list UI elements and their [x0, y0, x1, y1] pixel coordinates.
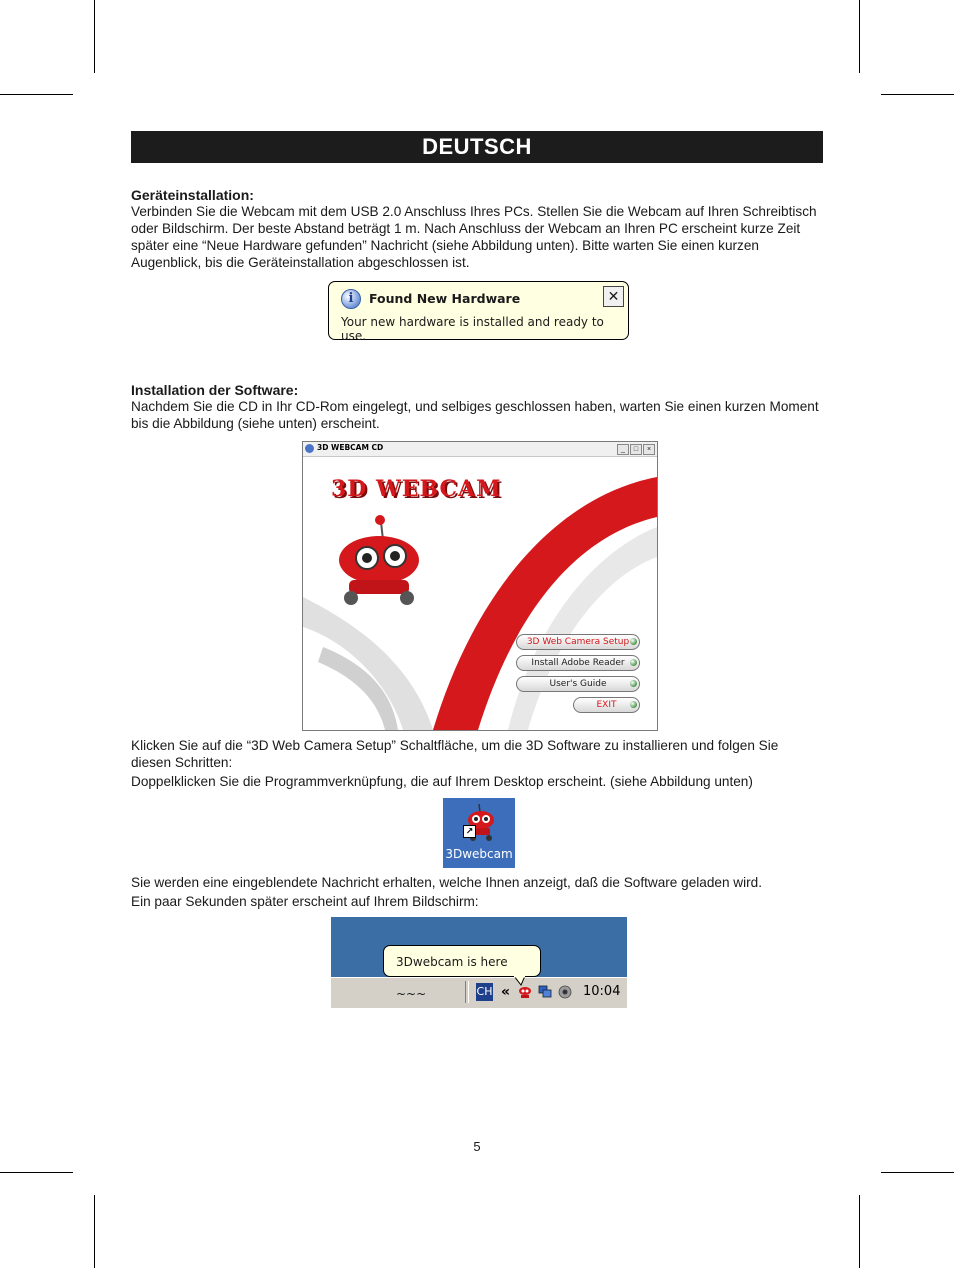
robot-mascot-icon: [333, 512, 423, 612]
crop-mark: [881, 94, 954, 95]
webcam-tray-icon[interactable]: [518, 985, 532, 999]
paragraph-seconds-later: Ein paar Sekunden später erscheint auf Ihrem Bildschirm:: [131, 894, 479, 909]
shortcut-label: 3Dwebcam: [445, 847, 513, 861]
crop-mark: [94, 1195, 95, 1268]
webcam-cd-window: [302, 441, 658, 731]
crop-mark: [881, 1172, 954, 1173]
section-heading-software-install: Installation der Software:: [131, 382, 299, 398]
paragraph-software-install: Nachdem Sie die CD in Ihr CD-Rom eingelegt, und selbiges geschlossen haben, warten Sie einen kurzen Moment bis die Abbildung (siehe unten) erscheint.: [131, 399, 819, 431]
taskbar-separator: [465, 981, 469, 1003]
users-guide-button[interactable]: User's Guide: [516, 676, 640, 692]
webcam-notification-bubble: 3Dwebcam is here ~~~: [383, 945, 541, 977]
paragraph-click-setup: Klicken Sie auf die “3D Web Camera Setup” Schaltfläche, um die 3D Software zu installieren und folgen Sie diesen Schritten:: [131, 738, 779, 770]
clock[interactable]: 10:04: [583, 984, 621, 999]
crop-mark: [94, 0, 95, 73]
show-hidden-icons-chevron[interactable]: «: [501, 984, 511, 1000]
balloon-title: Found New Hardware: [369, 291, 521, 306]
paragraph-double-click: Doppelklicken Sie die Programmverknüpfung, die auf Ihrem Desktop erscheint. (siehe Abbildung unten): [131, 774, 753, 789]
language-indicator[interactable]: CH: [476, 983, 493, 1001]
window-controls: [617, 444, 655, 455]
section-heading-device-install: Geräteinstallation:: [131, 187, 254, 203]
speaker-tray-icon[interactable]: [558, 985, 572, 999]
network-tray-icon[interactable]: [538, 985, 552, 999]
crop-mark: [0, 1172, 73, 1173]
close-icon[interactable]: ×: [643, 444, 655, 455]
webcam-logo: 3D WEBCAM: [331, 476, 502, 502]
window-title: 3D WEBCAM CD: [317, 443, 384, 452]
app-icon: [305, 444, 314, 453]
info-icon: i: [341, 289, 361, 309]
page-number: 5: [473, 1139, 481, 1154]
balloon-message: Your new hardware is installed and ready to use.: [341, 315, 604, 343]
shortcut-arrow-icon: ↗: [463, 825, 476, 838]
paragraph-device-install: Verbinden Sie die Webcam mit dem USB 2.0 Anschluss Ihres PCs. Stellen Sie die Webcam auf Ihren Schreibtisch oder Bildschirm. Der beste Abstand beträgt 1 m. Nach Anschluss der Webcam an Ihren PC erscheint kurze Zeit später eine “Neue Hardware gefunden” Nachricht (siehe Abbildung unten). Bitte warten Sie einen kurzen Augenblick, bis die Geräteinstallation abgeschlossen ist.: [131, 204, 817, 270]
crop-mark: [859, 0, 860, 73]
crop-mark: [0, 94, 73, 95]
close-button[interactable]: ✕: [603, 286, 624, 307]
window-titlebar: [303, 442, 657, 457]
bubble-tail: [513, 976, 527, 986]
web-camera-setup-button[interactable]: 3D Web Camera Setup: [516, 634, 640, 650]
paragraph-notification: Sie werden eine eingeblendete Nachricht erhalten, welche Ihnen anzeigt, daß die Software geladen wird.: [131, 875, 763, 890]
install-adobe-reader-button[interactable]: Install Adobe Reader: [516, 655, 640, 671]
found-new-hardware-balloon: [328, 281, 629, 343]
crop-mark: [859, 1195, 860, 1268]
maximize-icon[interactable]: □: [630, 444, 642, 455]
language-header: DEUTSCH: [131, 131, 823, 163]
exit-button[interactable]: EXIT: [573, 697, 640, 713]
minimize-icon[interactable]: _: [617, 444, 629, 455]
desktop-shortcut[interactable]: [443, 798, 515, 868]
taskbar-screenshot: [331, 917, 627, 1008]
